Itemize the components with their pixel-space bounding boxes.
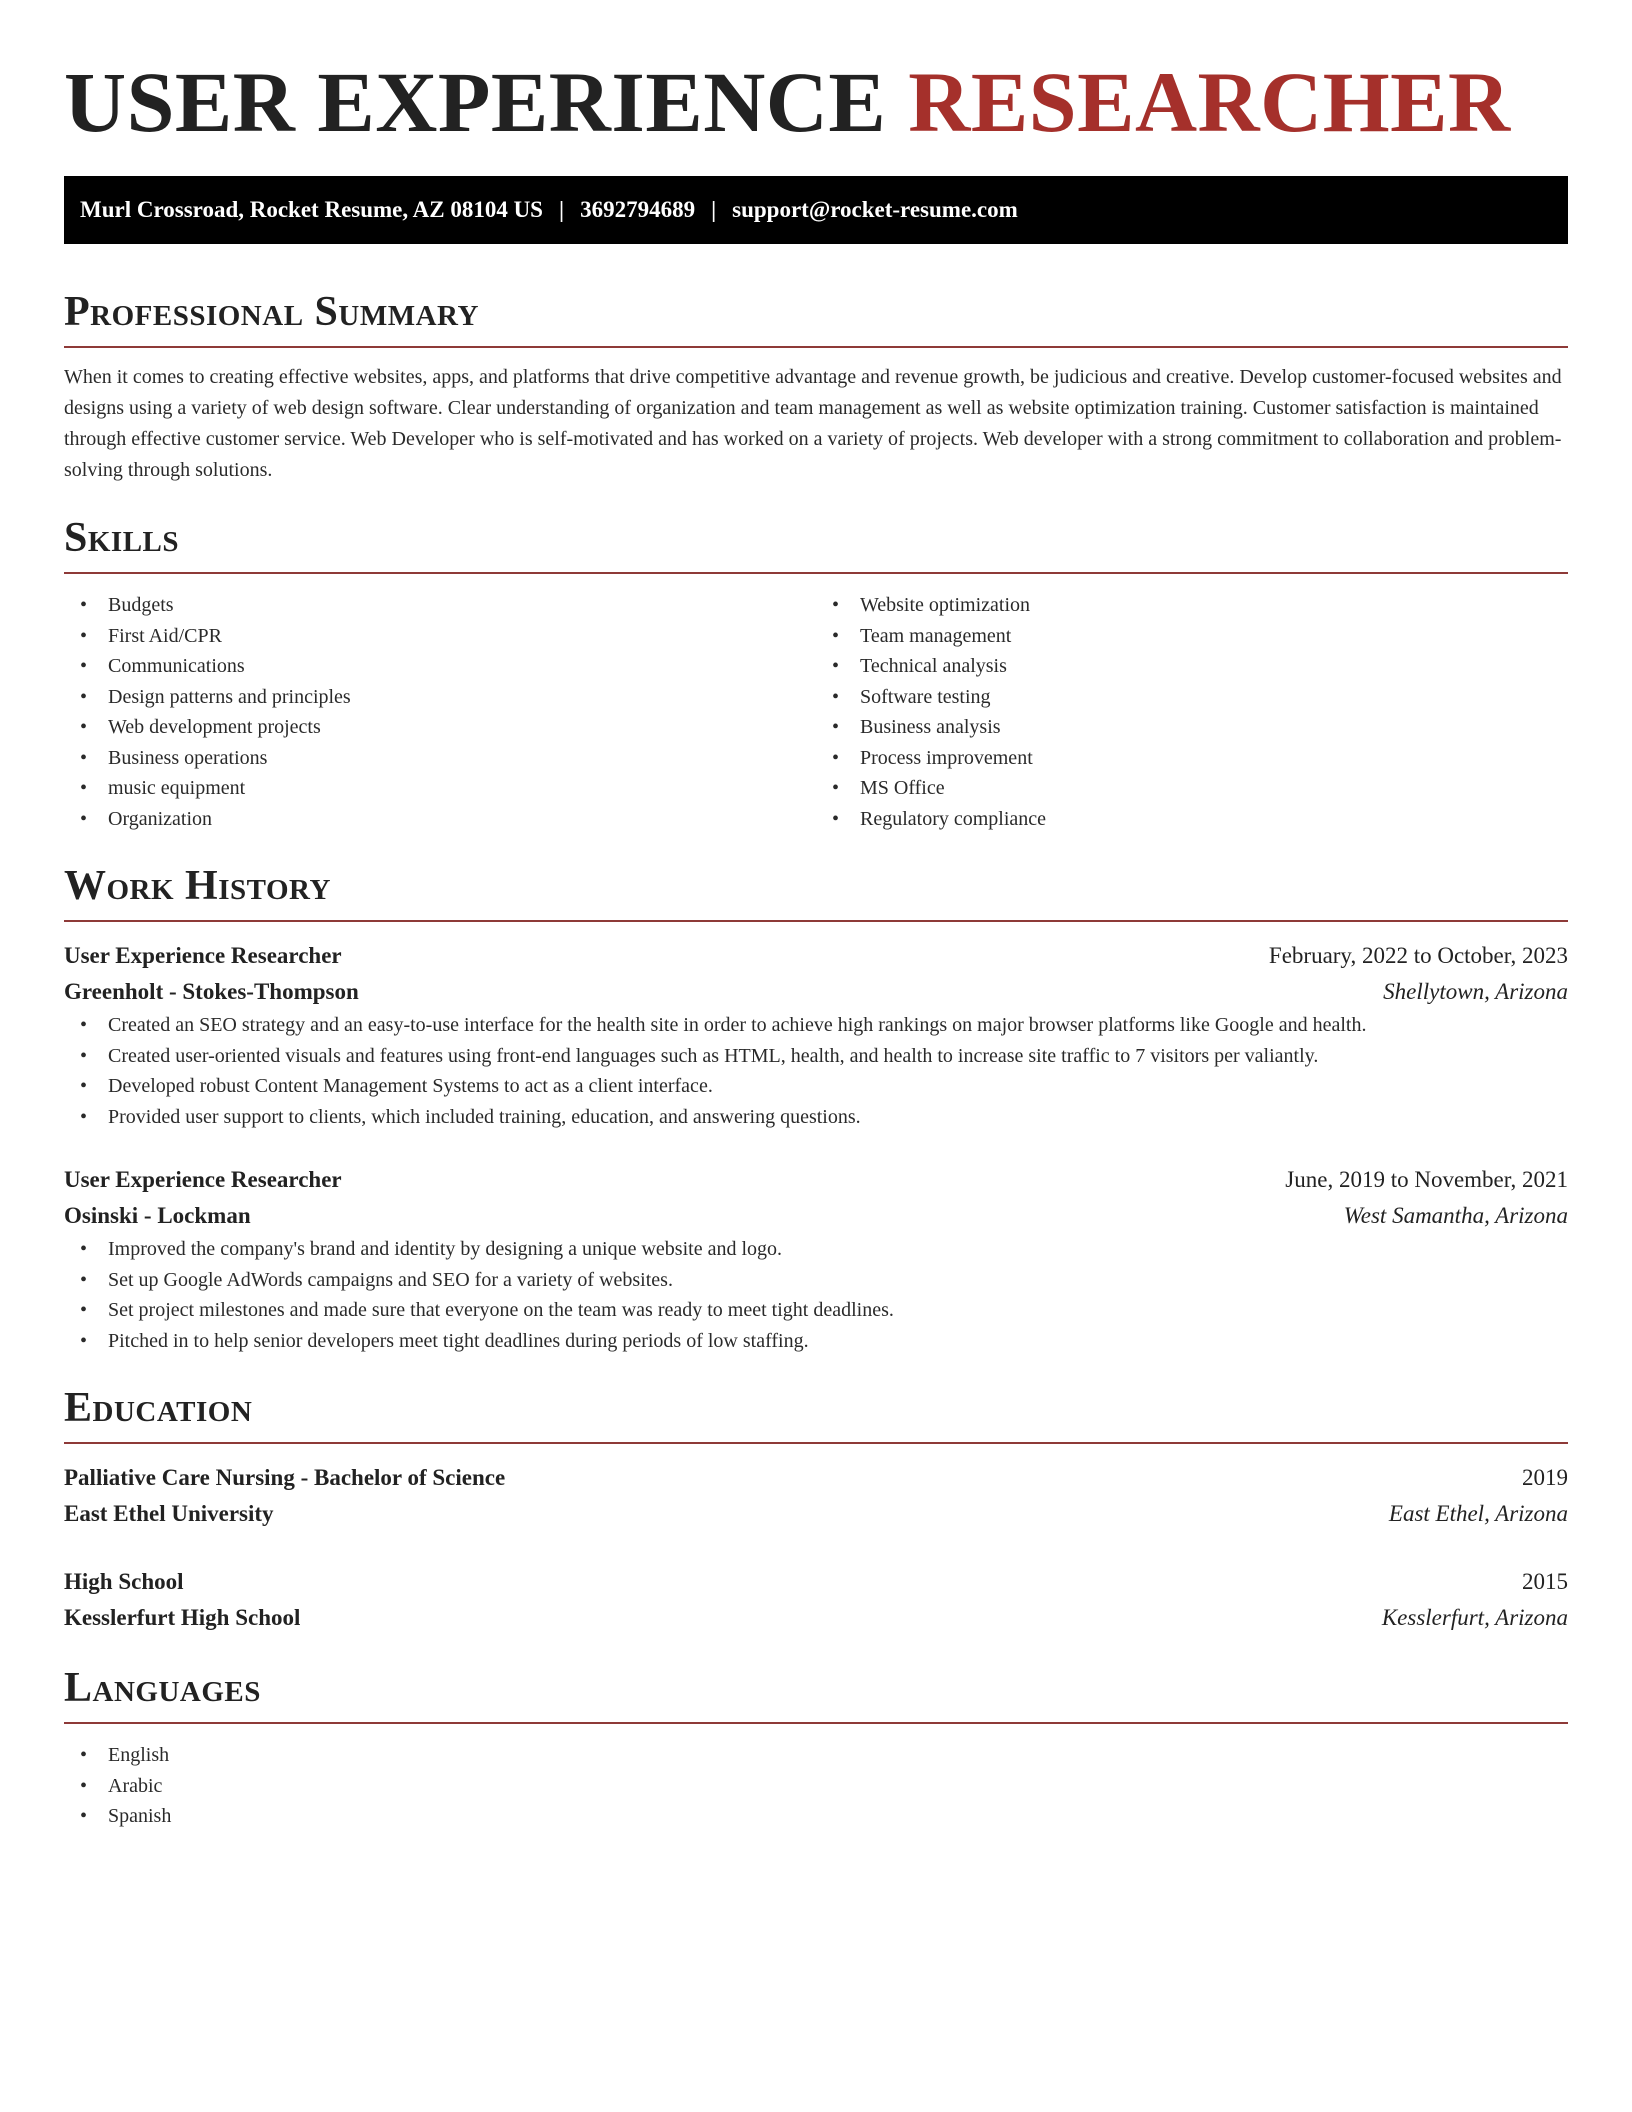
education-year: 2019 xyxy=(1522,1465,1568,1490)
summary-text: When it comes to creating effective websites, apps, and platforms that drive competitive advantage and revenue growth, be judicious and creative. Develop customer-focused websites and designs using a variety of web design software. Clear understanding of organization and team management as well as website optimization training. Customer satisfaction is maintained through effective customer service. Web Developer who is self-motivated and has worked on a variety of projects. Web developer with a strong commitment to collaboration and problem-solving through solutions. xyxy=(64,366,1562,481)
resume-title xyxy=(64,52,1568,152)
languages-list xyxy=(64,1740,1568,1832)
education-entry xyxy=(64,1460,1568,1532)
work-history-section xyxy=(64,860,1568,1356)
section-heading-skills: Skills xyxy=(64,515,180,561)
education-location: East Ethel, Arizona xyxy=(1388,1501,1568,1526)
education-degree-row xyxy=(64,1564,1568,1600)
skill-item: • Team management xyxy=(816,621,1568,652)
contact-phone: 3692794689 xyxy=(580,197,696,222)
job-entry xyxy=(64,938,1568,1132)
education-year: 2015 xyxy=(1522,1569,1568,1594)
skill-item: • First Aid/CPR xyxy=(64,621,816,652)
section-heading-work-history: Work History xyxy=(64,863,331,909)
language-item: • Arabic xyxy=(64,1771,1568,1802)
job-company-row xyxy=(64,974,1568,1010)
section-divider xyxy=(64,1442,1568,1444)
job-dates: February, 2022 to October, 2023 xyxy=(1268,943,1568,968)
job-bullet: • Created user-oriented visuals and features using front-end languages such as HTML, health, and health to increase site traffic to 7 visitors per valiantly. xyxy=(64,1041,1568,1072)
education-section xyxy=(64,1382,1568,1636)
contact-email: support@rocket-resume.com xyxy=(732,197,1018,222)
section-divider xyxy=(64,346,1568,348)
language-item: • Spanish xyxy=(64,1801,1568,1832)
job-bullet: • Set up Google AdWords campaigns and SEO for a variety of websites. xyxy=(64,1265,1568,1296)
contact-separator: | xyxy=(558,197,565,222)
job-title: User Experience Researcher xyxy=(64,943,342,968)
job-bullets xyxy=(64,1010,1568,1132)
skill-item: • Web development projects xyxy=(64,712,816,743)
skills-section xyxy=(64,512,1568,834)
section-divider xyxy=(64,572,1568,574)
education-location: Kesslerfurt, Arizona xyxy=(1381,1605,1568,1630)
skill-item: • music equipment xyxy=(64,773,816,804)
skill-item: • Regulatory compliance xyxy=(816,804,1568,835)
skill-item: • Website optimization xyxy=(816,590,1568,621)
job-bullets xyxy=(64,1234,1568,1356)
contact-separator: | xyxy=(711,197,717,222)
skill-item: • MS Office xyxy=(816,773,1568,804)
job-title: User Experience Researcher xyxy=(64,1167,342,1192)
job-location: West Samantha, Arizona xyxy=(1343,1203,1568,1228)
contact-address: Murl Crossroad, Rocket Resume, AZ 08104 US xyxy=(80,197,543,222)
education-school: East Ethel University xyxy=(64,1501,274,1526)
job-bullet: • Set project milestones and made sure that everyone on the team was ready to meet tight deadlines. xyxy=(64,1295,1568,1326)
summary-section xyxy=(64,286,1568,486)
languages-section xyxy=(64,1662,1568,1832)
skills-list-left xyxy=(64,590,816,834)
education-school: Kesslerfurt High School xyxy=(64,1605,301,1630)
skill-item: • Business operations xyxy=(64,743,816,774)
job-bullet: • Developed robust Content Management Systems to act as a client interface. xyxy=(64,1071,1568,1102)
education-school-row xyxy=(64,1600,1568,1636)
job-company-row xyxy=(64,1198,1568,1234)
job-header-row xyxy=(64,1162,1568,1198)
job-company: Osinski - Lockman xyxy=(64,1203,251,1228)
job-header-row xyxy=(64,938,1568,974)
skill-item: • Communications xyxy=(64,651,816,682)
title-part-2: RESEARCHER xyxy=(908,54,1511,150)
skill-item: • Process improvement xyxy=(816,743,1568,774)
skill-item: • Budgets xyxy=(64,590,816,621)
job-location: Shellytown, Arizona xyxy=(1383,979,1568,1004)
section-divider xyxy=(64,920,1568,922)
skill-item: • Software testing xyxy=(816,682,1568,713)
job-entry xyxy=(64,1162,1568,1356)
skill-item: • Design patterns and principles xyxy=(64,682,816,713)
skills-grid xyxy=(64,590,1568,834)
job-bullet: • Improved the company's brand and identity by designing a unique website and logo. xyxy=(64,1234,1568,1265)
education-entry xyxy=(64,1564,1568,1636)
section-heading-languages: Languages xyxy=(64,1665,261,1711)
section-divider xyxy=(64,1722,1568,1724)
education-school-row xyxy=(64,1496,1568,1532)
section-heading-education: Education xyxy=(64,1385,253,1431)
skill-item: • Business analysis xyxy=(816,712,1568,743)
section-heading-summary: Professional Summary xyxy=(64,289,479,335)
language-item: • English xyxy=(64,1740,1568,1771)
contact-bar xyxy=(64,176,1568,244)
job-dates: June, 2019 to November, 2021 xyxy=(1285,1167,1568,1192)
education-degree: Palliative Care Nursing - Bachelor of Science xyxy=(64,1465,506,1490)
education-degree: High School xyxy=(64,1569,184,1594)
title-part-1: USER EXPERIENCE xyxy=(64,54,887,150)
skills-list-right xyxy=(816,590,1568,834)
skill-item: • Technical analysis xyxy=(816,651,1568,682)
skill-item: • Organization xyxy=(64,804,816,835)
job-bullet: • Created an SEO strategy and an easy-to-use interface for the health site in order to achieve high rankings on major browser platforms like Google and health. xyxy=(64,1010,1568,1041)
job-bullet: • Provided user support to clients, which included training, education, and answering questions. xyxy=(64,1102,1568,1133)
job-bullet: • Pitched in to help senior developers meet tight deadlines during periods of low staffing. xyxy=(64,1326,1568,1357)
education-degree-row xyxy=(64,1460,1568,1496)
job-company: Greenholt - Stokes-Thompson xyxy=(64,979,359,1004)
